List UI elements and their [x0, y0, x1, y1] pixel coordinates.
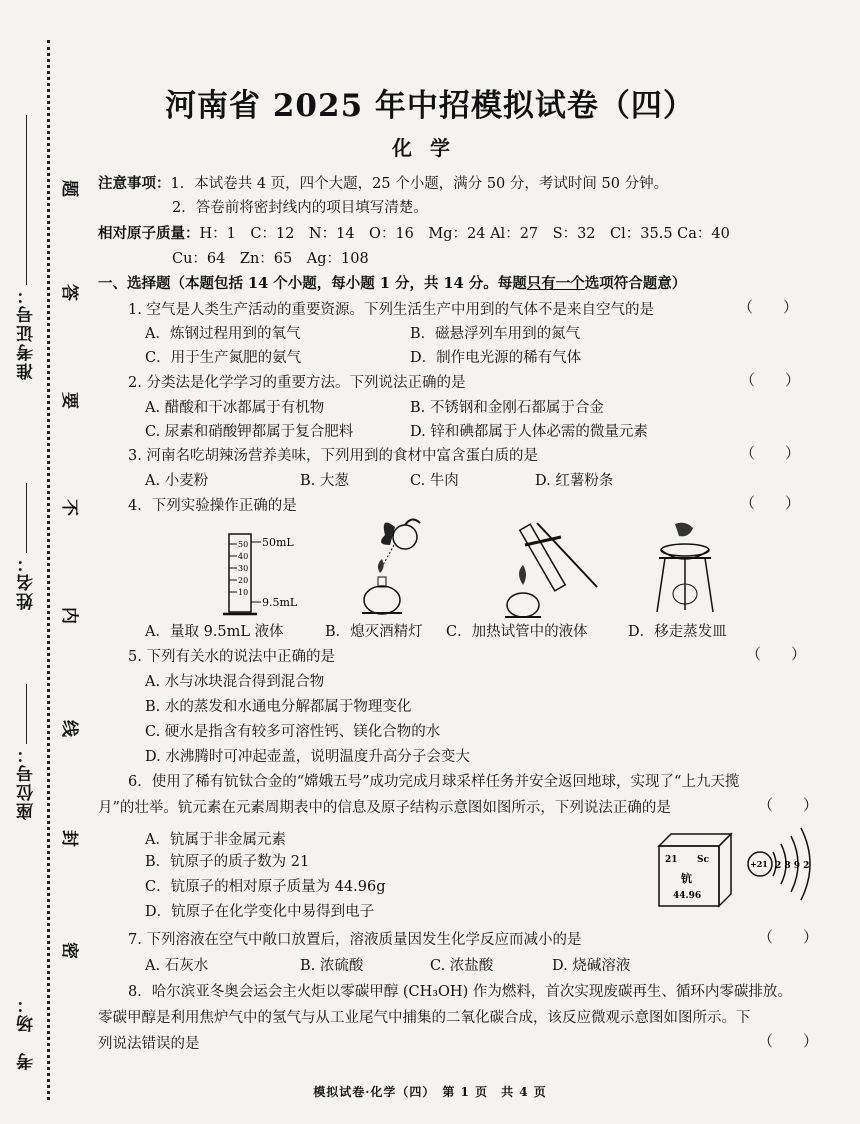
page-footer: 模拟试卷·化学（四） 第 1 页 共 4 页	[313, 1085, 547, 1099]
seal-dotted-line	[47, 40, 50, 1100]
answer-paren: （ ）	[746, 645, 807, 663]
notes-line-2: 2．答卷前将密封线内的项目填写清楚。	[172, 200, 428, 216]
seal-word: 答	[62, 280, 79, 300]
q3-option-a: A. 小麦粉	[145, 473, 209, 489]
section-1-heading: 一、选择题（本题包括 14 个小题，每小题 1 分，共 14 分。每题只有一个选项符合题意）	[98, 275, 687, 292]
q1-option-c: C．用于生产氮肥的氨气	[145, 350, 302, 366]
q4-stem: 4．下列实验操作正确的是	[128, 498, 297, 514]
seal-word: 内	[62, 603, 79, 623]
q8-stem-line-2: 零碳甲醇是利用焦炉气中的氢气与从工业尾气中捕集的二氧化碳合成，该反应微观示意图如图所示。下	[98, 1010, 751, 1026]
q8-stem-line-1: 8．哈尔滨亚冬奥会运会主火炬以零碳甲醇 (CH₃OH) 作为燃料，首次实现废碳再生、循环内零碳排放。	[128, 984, 792, 1000]
q1-stem: 1. 空气是人类生产活动的重要资源。下列生活生产中用到的气体不是来自空气的是	[128, 302, 654, 318]
q7-option-d: D. 烧碱溶液	[552, 958, 631, 974]
cyl-tick: 10	[238, 588, 249, 597]
q4-option-d: D．移走蒸发皿	[628, 624, 727, 640]
answer-paren: （ ）	[738, 298, 799, 316]
q8-stem-line-3: 列说法错误的是	[98, 1036, 200, 1052]
graduated-cylinder-figure	[205, 530, 325, 620]
q6-option-b: B．钪原子的质子数为 21	[145, 854, 310, 870]
heat-test-tube-figure	[505, 515, 615, 625]
q5-option-a: A. 水与冰块混合得到混合物	[145, 674, 325, 690]
q7-option-c: C. 浓盐酸	[430, 958, 494, 974]
q7-option-a: A. 石灰水	[145, 958, 209, 974]
q4-option-b: B．熄灭酒精灯	[325, 624, 423, 640]
q3-option-c: C. 牛肉	[410, 473, 459, 489]
element-symbol: Sc	[697, 855, 709, 865]
q5-stem: 5. 下列有关水的说法中正确的是	[128, 649, 335, 665]
electron-shells: 2 8 9 2	[775, 861, 810, 871]
cyl-label-9-5ml: 9.5mL	[262, 596, 298, 609]
cyl-tick: 40	[238, 552, 249, 561]
seal-word: 密	[62, 938, 79, 958]
nucleus-charge: +21	[750, 859, 768, 869]
seal-word: 题	[62, 176, 79, 196]
element-name: 钪	[681, 872, 692, 885]
q2-option-b: B. 不锈钢和金刚石都属于合金	[410, 400, 604, 416]
cyl-tick: 50	[238, 540, 249, 549]
answer-paren: （ ）	[740, 444, 801, 462]
q6-stem-line-1: 6．使用了稀有钪钛合金的“嫦娥五号”成功完成月球采样任务并安全返回地球，实现了“上九天揽	[128, 774, 740, 790]
evaporating-dish-figure	[645, 520, 725, 620]
q2-option-a: A. 醋酸和干冰都属于有机物	[145, 400, 325, 416]
atom-structure-diagram	[745, 820, 825, 905]
element-number: 21	[665, 855, 678, 865]
periodic-table-cell	[655, 830, 735, 910]
q1-option-d: D．制作电光源的稀有气体	[410, 350, 582, 366]
atomic-mass-line-2: Cu：64 Zn：65 Ag：108	[172, 251, 369, 267]
answer-paren: （ ）	[740, 494, 801, 512]
notes-line-1: 注意事项：1．本试卷共 4 页，四个大题，25 个小题，满分 50 分，考试时间 50 分钟。	[98, 175, 669, 192]
q3-option-d: D. 红薯粉条	[535, 473, 614, 489]
seal-word: 封	[62, 826, 79, 846]
q3-option-b: B. 大葱	[300, 473, 349, 489]
margin-field-exam-room: 考 场：	[17, 994, 37, 1070]
margin-field-seat: 座位号：	[14, 690, 44, 820]
q1-option-b: B．磁悬浮列车用到的氮气	[410, 326, 581, 342]
q6-option-c: C．钪原子的相对原子质量为 44.96g	[145, 879, 386, 895]
subject-title: 化学	[392, 136, 468, 160]
q6-option-d: D．钪原子在化学变化中易得到电子	[145, 904, 375, 920]
q2-stem: 2. 分类法是化学学习的重要方法。下列说法正确的是	[128, 375, 466, 391]
q5-option-c: C. 硬水是指含有较多可溶性钙、镁化合物的水	[145, 724, 441, 740]
answer-paren: （ ）	[740, 371, 801, 389]
q4-option-c: C．加热试管中的液体	[446, 624, 588, 640]
margin-field-exam-number: 准考证号：	[14, 120, 44, 380]
q7-stem: 7. 下列溶液在空气中敞口放置后，溶液质量因发生化学反应而减小的是	[128, 932, 582, 948]
atomic-mass-line-1: 相对原子质量：H：1 C：12 N：14 O：16 Mg：24 Al：27 S：32 Cl：35.5 Ca：40	[98, 225, 730, 242]
q7-option-b: B. 浓硫酸	[300, 958, 364, 974]
answer-paren: （ ）	[758, 928, 819, 946]
q5-option-b: B. 水的蒸发和水通电分解都属于物理变化	[145, 699, 412, 715]
q6-stem-line-2: 月”的壮举。钪元素在元素周期表中的信息及原子结构示意图如图所示，下列说法正确的是	[98, 800, 671, 816]
blow-lamp-figure	[350, 515, 430, 625]
cyl-tick: 30	[238, 564, 249, 573]
cyl-label-50ml: 50mL	[262, 536, 294, 549]
answer-paren: （ ）	[758, 1032, 819, 1050]
q1-option-a: A．炼钢过程用到的氧气	[145, 326, 301, 342]
q2-option-d: D. 锌和碘都属于人体必需的微量元素	[410, 424, 648, 440]
seal-word: 要	[62, 388, 79, 408]
exam-title: 河南省 2025 年中招模拟试卷（四）	[165, 88, 695, 124]
margin-field-name: 姓名：	[14, 480, 44, 610]
q3-stem: 3. 河南名吃胡辣汤营养美味，下列用到的食材中富含蛋白质的是	[128, 448, 538, 464]
element-mass: 44.96	[673, 891, 702, 901]
q2-option-c: C. 尿素和硝酸钾都属于复合肥料	[145, 424, 354, 440]
seal-word: 不	[62, 495, 79, 515]
q5-option-d: D. 水沸腾时可冲起壶盖，说明温度升高分子会变大	[145, 749, 470, 765]
seal-word: 线	[62, 716, 79, 736]
q4-option-a: A．量取 9.5mL 液体	[145, 624, 284, 640]
q6-option-a: A．钪属于非金属元素	[145, 832, 286, 848]
answer-paren: （ ）	[758, 796, 819, 814]
cyl-tick: 20	[238, 576, 249, 585]
